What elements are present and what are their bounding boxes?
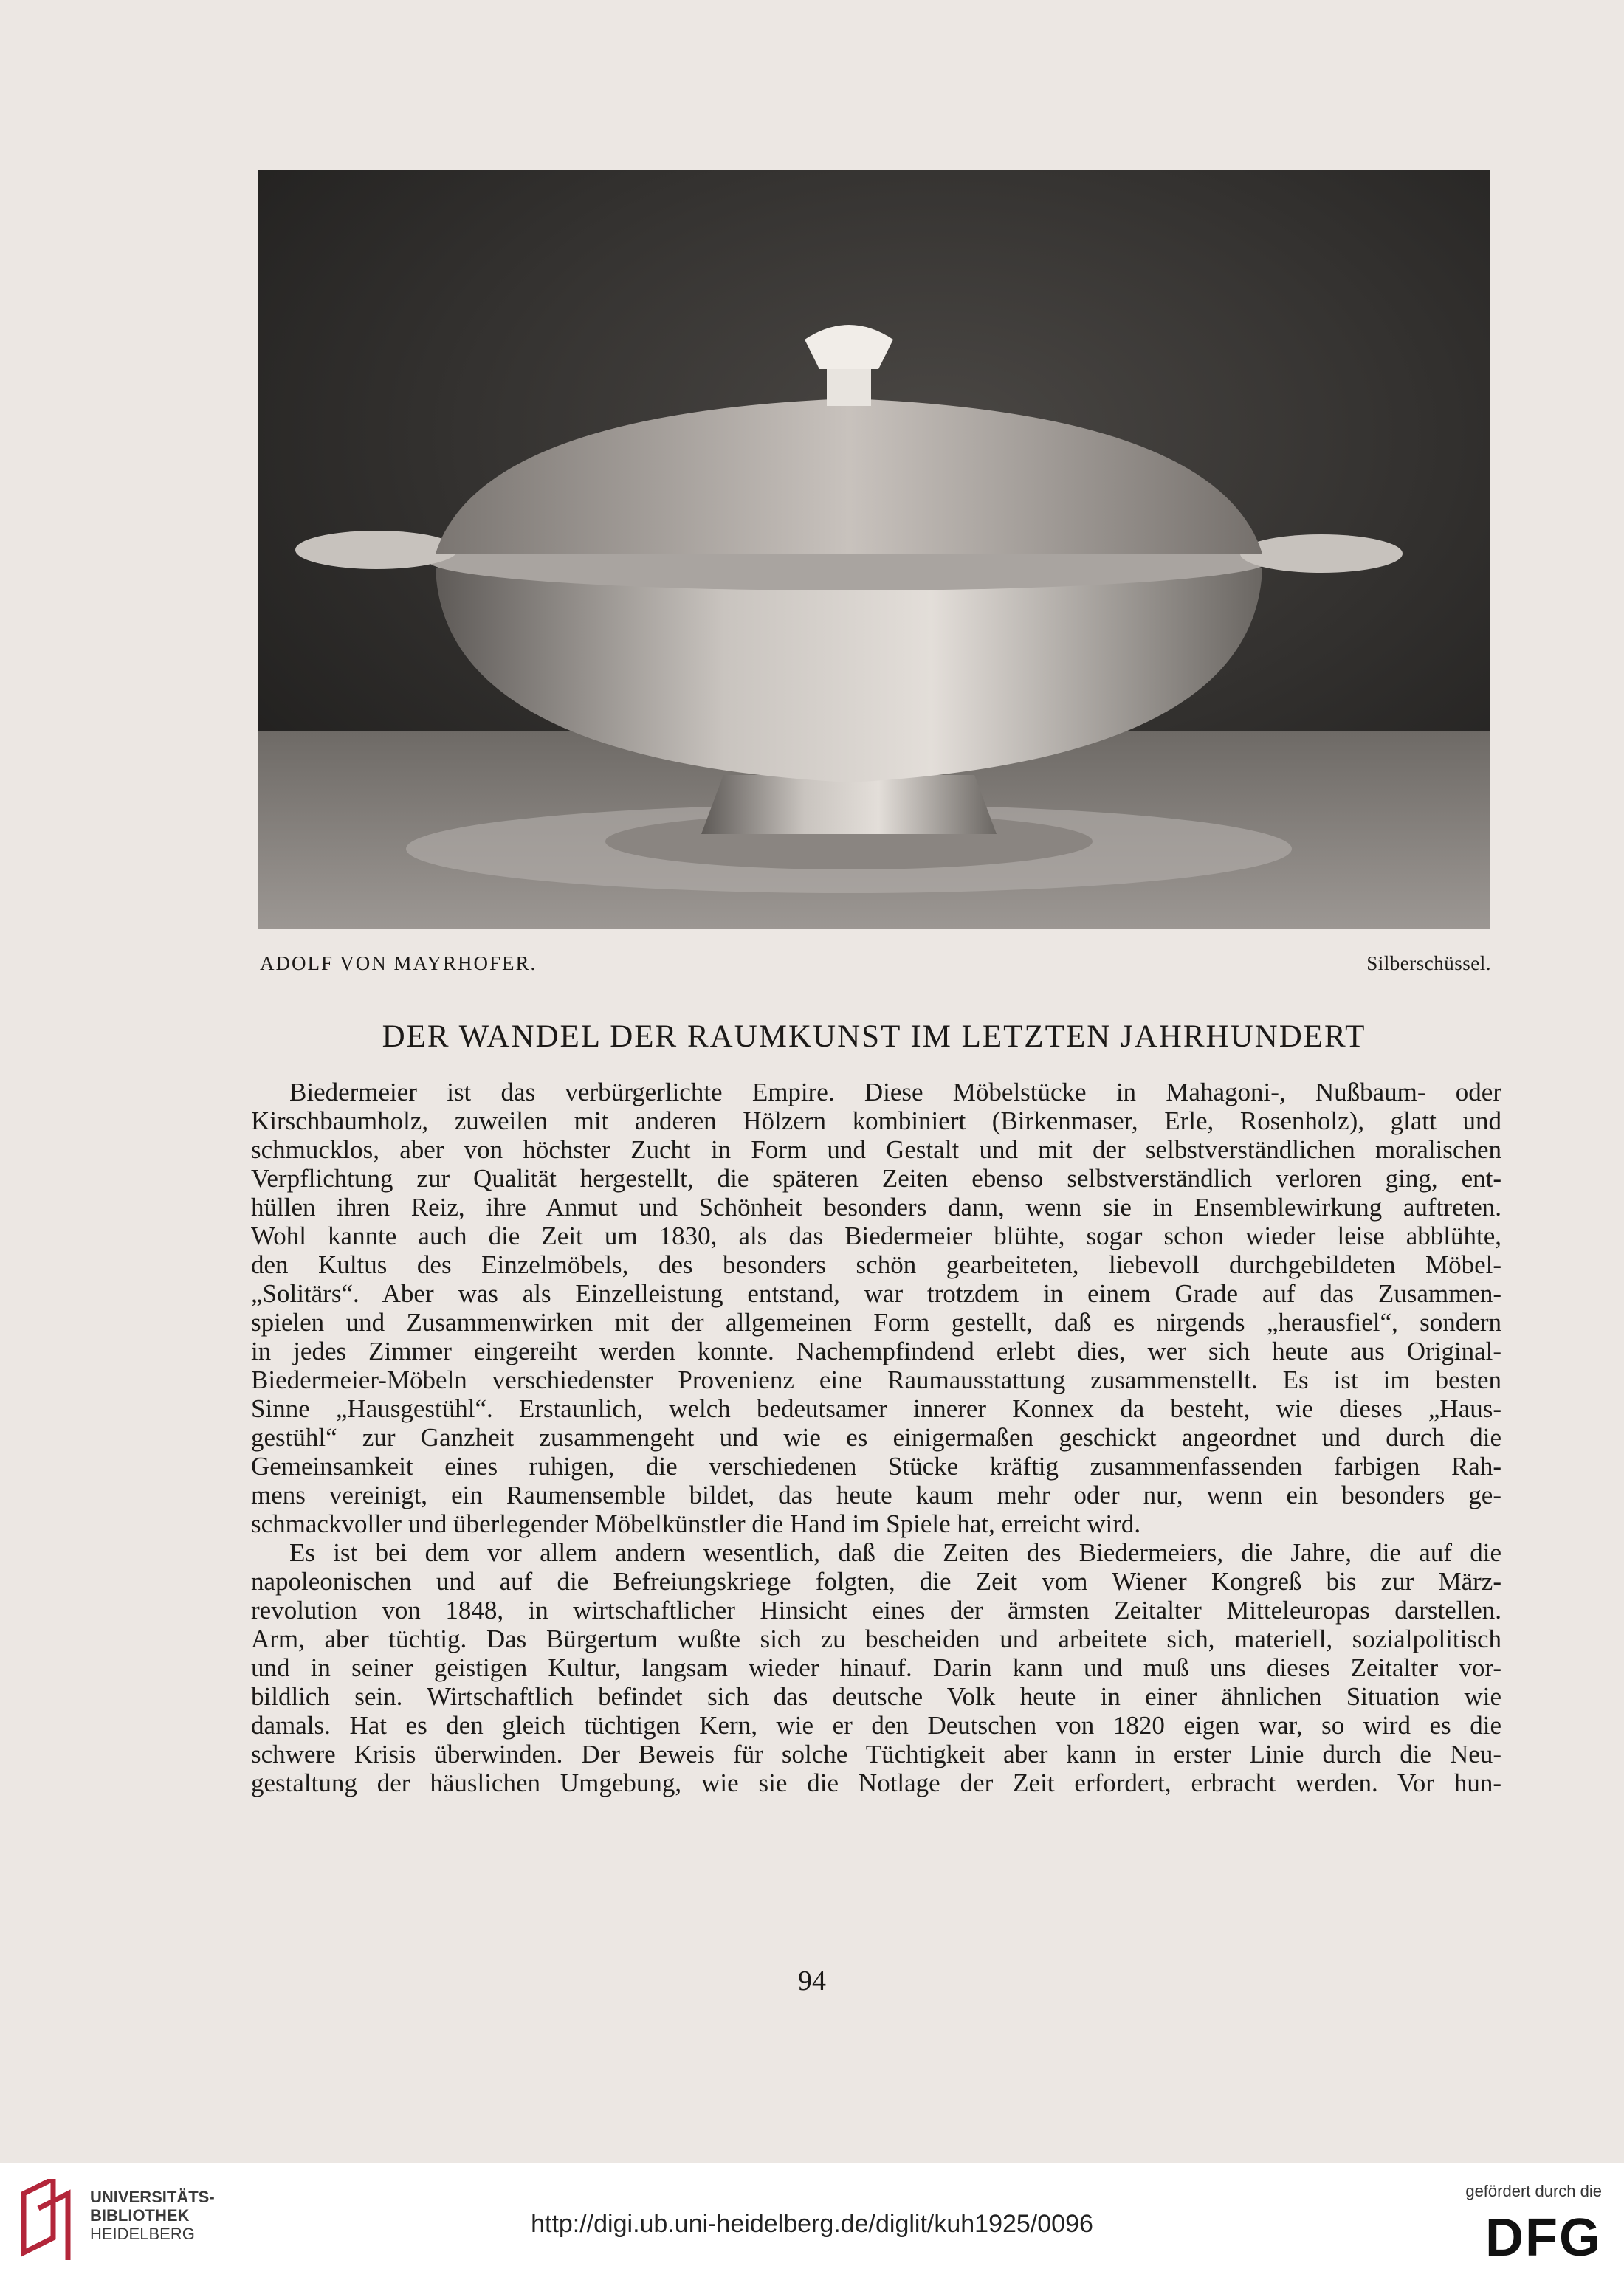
body-line: spielen und Zusammenwirken mit der allgemeinen Form gestellt, daß es nirgends „herausfiel“, sondern [251,1308,1501,1337]
body-line: Verpflichtung zur Qualität hergestellt, die späteren Zeiten ebenso selbstverständlich verloren ging, ent- [251,1164,1501,1193]
page-number: 94 [798,1966,826,1997]
body-line: gestühl“ zur Ganzheit zusammengeht und wie es einigermaßen geschickt angeordnet und durch die [251,1423,1501,1452]
body-line: Biedermeier ist das verbürgerlichte Empire. Diese Möbelstücke in Mahagoni-, Nußbaum- oder [289,1078,1501,1106]
funder-label: gefördert durch die [1465,2182,1602,2200]
dfg-logo-icon: DFG [1485,2208,1602,2267]
body-line: revolution von 1848, in wirtschaftlicher Hinsicht eines der ärmsten Zeitalter Mitteleuropas darstellen. [251,1596,1501,1625]
body-line: hüllen ihren Reiz, ihre Anmut und Schönheit besonders dann, wenn sie in Ensemblewirkung auftreten. [251,1193,1501,1222]
library-name: UNIVERSITÄTS- BIBLIOTHEK HEIDELBERG [90,2188,215,2243]
body-line: Es ist bei dem vor allem andern wesentlich, daß die Zeiten des Biedermeiers, die Jahre, die auf die [289,1538,1501,1567]
tureen-photo [258,170,1490,929]
body-line: Gemeinsamkeit eines ruhigen, die verschiedenen Stücke kräftig zusammenfassenden farbigen Rah- [251,1452,1501,1481]
article-body [251,1078,1501,1797]
body-line: schmackvoller und überlegender Möbelkünstler die Hand im Spiele hat, erreicht wird. [251,1509,1141,1538]
body-line: Biedermeier-Möbeln verschiedenster Provenienz eine Raumausstattung zusammenstellt. Es ist im besten [251,1365,1501,1394]
body-line: Arm, aber tüchtig. Das Bürgertum wußte sich zu bescheiden und arbeitete sich, materiell, sozialpolitisch [251,1625,1501,1653]
body-line: bildlich sein. Wirtschaftlich befindet sich das deutsche Volk heute in einer ähnlichen Situation wie [251,1682,1501,1711]
body-line: napoleonischen und auf die Befreiungskriege folgten, die Zeit vom Wiener Kongreß bis zur März- [251,1567,1501,1596]
body-line: gestaltung der häuslichen Umgebung, wie sie die Notlage der Zeit erfordert, erbracht werden. Vor hun- [251,1768,1501,1797]
body-line: schwere Krisis überwinden. Der Beweis für solche Tüchtigkeit aber kann in erster Linie durch die Neu- [251,1740,1501,1768]
body-line: in jedes Zimmer eingereiht werden konnte. Nachempfindend erlebt dies, wer sich heute aus Original- [251,1337,1501,1365]
body-line: „Solitärs“. Aber was als Einzelleistung entstand, war trotzdem in einem Grade auf das Zusammen- [251,1279,1501,1308]
body-line: Wohl kannte auch die Zeit um 1830, als das Biedermeier blühte, sogar schon wieder leise abblühte, [251,1222,1501,1250]
footer-bar [0,2163,1624,2280]
body-line: schmucklos, aber von höchster Zucht in Form und Gestalt und mit der selbstverständlichen moralischen [251,1135,1501,1164]
article-heading: DER WANDEL DER RAUMKUNST IM LETZTEN JAHRHUNDERT [382,1019,1366,1054]
photo-caption-artist: ADOLF VON MAYRHOFER. [260,952,537,974]
body-line: und in seiner geistigen Kultur, langsam wieder hinauf. Darin kann und muß uns dieses Zeitalter vor- [251,1653,1501,1682]
body-line: Kirschbaumholz, zuweilen mit anderen Hölzern kombiniert (Birkenmaser, Erle, Rosenholz), glatt und [251,1106,1501,1135]
body-line: mens vereinigt, ein Raumensemble bildet, das heute kaum mehr oder nur, wenn ein besonders ge- [251,1481,1501,1509]
body-line: den Kultus des Einzelmöbels, des besonders schön gearbeiteten, liebevoll durchgebildeten Möbel- [251,1250,1501,1279]
photo-caption-object: Silberschüssel. [1366,952,1491,974]
body-line: Sinne „Hausgestühl“. Erstaunlich, welch bedeutsamer innerer Konnex da besteht, wie dieses „Haus- [251,1394,1501,1423]
silver-tureen-photo-icon [258,170,1490,929]
body-line: damals. Hat es den gleich tüchtigen Kern, wie er den Deutschen von 1820 eigen war, so wird es die [251,1711,1501,1740]
digital-collection-link[interactable]: http://digi.ub.uni-heidelberg.de/diglit/kuh1925/0096 [531,2210,1093,2238]
